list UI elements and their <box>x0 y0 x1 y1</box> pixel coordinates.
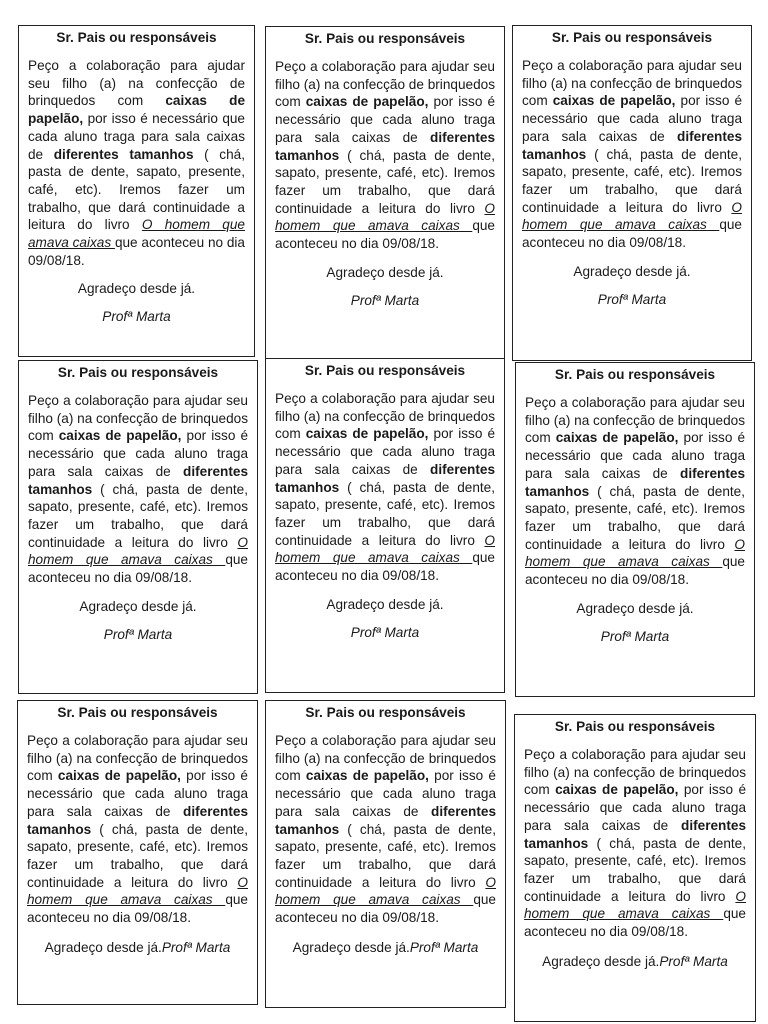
notice-thanks-signature: Agradeço desde já.Profª Marta <box>44 939 231 955</box>
notice-card-5 <box>265 358 505 693</box>
notice-signature: Profª Marta <box>597 291 667 307</box>
notice-card-6 <box>515 362 755 697</box>
notice-signature: Profª Marta <box>103 626 173 642</box>
notice-signature: Profª Marta <box>102 309 171 325</box>
notice-body: Peço a colaboração para ajudar seu filho (a) na confecção de brinquedos com caixas de papelão, por isso é necessário que cada aluno traga para sala caixas de diferentes tamanhos ( chá, pasta de dente, sapato, presente, café, etc). Iremos fazer um trabalho, que dará continuidade a leitura do livro O homem que amava caixas que aconteceu no dia 09/08/18. <box>275 391 496 584</box>
notice-body: Peço a colaboração para ajudar seu filho (a) na confecção de brinquedos com caixas de papelão, por isso é necessário que cada aluno traga para sala caixas de diferentes tamanhos ( chá, pasta de dente, sapato, presente, café, etc). Iremos fazer um trabalho, que dará continuidade a leitura do livro O homem que amava caixas que aconteceu no dia 09/08/18. <box>522 58 743 251</box>
notice-title: Sr. Pais ou responsáveis <box>56 30 217 45</box>
notice-thanks: Agradeço desde já. <box>326 264 444 280</box>
notice-title: Sr. Pais ou responsáveis <box>305 705 466 720</box>
notice-signature: Profª Marta <box>350 624 420 640</box>
notice-thanks: Agradeço desde já. <box>573 263 691 279</box>
notice-body: Peço a colaboração para ajudar seu filho (a) na confecção de brinquedos com caixas de papelão, por isso é necessário que cada aluno traga para sala caixas de diferentes tamanhos ( chá, pasta de dente, sapato, presente, café, etc). Iremos fazer um trabalho, que dará continuidade a leitura do livro O homem que amava caixas que aconteceu no dia 09/08/18. <box>275 733 496 926</box>
notice-body: Peço a colaboração para ajudar seu filho (a) na confecção de brinquedos com caixas de papelão, por isso é necessário que cada aluno traga para sala caixas de diferentes tamanhos ( chá, pasta de dente, sapato, presente, café, etc). Iremos fazer um trabalho, que dará continuidade a leitura do livro O homem que amava caixas que aconteceu no dia 09/08/18. <box>27 733 248 926</box>
notice-card-8 <box>265 700 506 1008</box>
notice-body: Peço a colaboração para ajudar seu filho (a) na confecção de brinquedos com caixas de papelão, por isso é necessário que cada aluno traga para sala caixas de diferentes tamanhos ( chá, pasta de dente, sapato, presente, café, etc). Iremos fazer um trabalho, que dará continuidade a leitura do livro O homem que amava caixas que aconteceu no dia 09/08/18. <box>28 393 249 586</box>
notice-title: Sr. Pais ou responsáveis <box>304 363 466 378</box>
notice-card-9 <box>514 714 756 1022</box>
notice-card-4 <box>18 360 258 694</box>
notice-thanks: Agradeço desde já. <box>77 281 196 297</box>
notice-title: Sr. Pais ou responsáveis <box>57 365 219 380</box>
notice-body: Peço a colaboração para ajudar seu filho (a) na confecção de brinquedos com caixas de papelão, por isso é necessário que cada aluno traga para sala caixas de diferentes tamanhos ( chá, pasta de dente, sapato, presente, café, etc). Iremos fazer um trabalho, que dará continuidade a leitura do livro O homem que amava caixas que aconteceu no dia 09/08/18. <box>28 58 246 268</box>
notice-title: Sr. Pais ou responsáveis <box>554 367 716 382</box>
notice-body: Peço a colaboração para ajudar seu filho (a) na confecção de brinquedos com caixas de papelão, por isso é necessário que cada aluno traga para sala caixas de diferentes tamanhos ( chá, pasta de dente, sapato, presente, café, etc). Iremos fazer um trabalho, que dará continuidade a leitura do livro O homem que amava caixas que aconteceu no dia 09/08/18. <box>525 395 746 588</box>
notice-thanks: Agradeço desde já. <box>79 598 197 614</box>
notice-card-1 <box>18 25 255 357</box>
notice-title: Sr. Pais ou responsáveis <box>551 30 713 45</box>
notice-card-2 <box>265 26 505 360</box>
notice-title: Sr. Pais ou responsáveis <box>57 705 218 720</box>
notice-thanks-signature: Agradeço desde já.Profª Marta <box>542 953 728 969</box>
notice-body: Peço a colaboração para ajudar seu filho (a) na confecção de brinquedos com caixas de papelão, por isso é necessário que cada aluno traga para sala caixas de diferentes tamanhos ( chá, pasta de dente, sapato, presente, café, etc). Iremos fazer um trabalho, que dará continuidade a leitura do livro O homem que amava caixas que aconteceu no dia 09/08/18. <box>524 747 747 940</box>
notice-title: Sr. Pais ou responsáveis <box>554 719 716 734</box>
notice-signature: Profª Marta <box>600 628 670 644</box>
notice-thanks: Agradeço desde já. <box>576 600 694 616</box>
notice-thanks-signature: Agradeço desde já.Profª Marta <box>292 939 479 955</box>
notice-card-3 <box>512 25 752 361</box>
notice-signature: Profª Marta <box>350 292 420 308</box>
notice-body: Peço a colaboração para ajudar seu filho (a) na confecção de brinquedos com caixas de papelão, por isso é necessário que cada aluno traga para sala caixas de diferentes tamanhos ( chá, pasta de dente, sapato, presente, café, etc). Iremos fazer um trabalho, que dará continuidade a leitura do livro O homem que amava caixas que aconteceu no dia 09/08/18. <box>275 59 496 252</box>
notice-thanks: Agradeço desde já. <box>326 596 444 612</box>
notice-title: Sr. Pais ou responsáveis <box>304 31 466 46</box>
notice-card-7 <box>17 700 258 1005</box>
